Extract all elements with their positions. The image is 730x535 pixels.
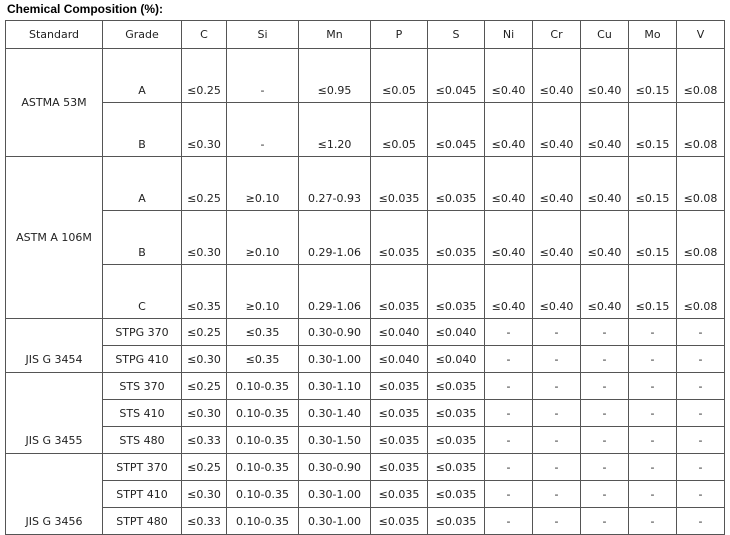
column-header: Cr	[533, 21, 581, 49]
value-cell: ≤0.40	[533, 265, 581, 319]
standard-cell: JIS G 3455	[6, 373, 103, 454]
value-cell: ≤0.25	[182, 157, 227, 211]
grade-cell: STS 410	[103, 400, 182, 427]
value-cell: ≤0.035	[371, 427, 428, 454]
column-header: Mn	[299, 21, 371, 49]
table-row	[6, 427, 725, 454]
header-row	[6, 21, 725, 49]
standard-cell: JIS G 3456	[6, 454, 103, 535]
value-cell: ≤0.40	[485, 265, 533, 319]
value-cell: -	[677, 400, 725, 427]
value-cell: -	[533, 346, 581, 373]
value-cell: ≤0.25	[182, 454, 227, 481]
value-cell: -	[533, 319, 581, 346]
grade-cell: STS 480	[103, 427, 182, 454]
column-header: Cu	[581, 21, 629, 49]
value-cell: ≤0.040	[371, 346, 428, 373]
value-cell: -	[485, 373, 533, 400]
value-cell: 0.30-1.40	[299, 400, 371, 427]
value-cell: -	[629, 427, 677, 454]
value-cell: ≤0.035	[371, 373, 428, 400]
grade-cell: C	[103, 265, 182, 319]
value-cell: 0.29-1.06	[299, 265, 371, 319]
table-row	[6, 481, 725, 508]
value-cell: ≤0.05	[371, 103, 428, 157]
value-cell: 0.10-0.35	[227, 508, 299, 535]
value-cell: ≤0.035	[428, 211, 485, 265]
value-cell: ≤0.035	[371, 508, 428, 535]
value-cell: ≤0.035	[428, 427, 485, 454]
value-cell: ≤0.30	[182, 346, 227, 373]
value-cell: -	[227, 103, 299, 157]
column-header: Si	[227, 21, 299, 49]
value-cell: ≤0.33	[182, 508, 227, 535]
column-header: Standard	[6, 21, 103, 49]
value-cell: -	[533, 427, 581, 454]
value-cell: ≤0.040	[371, 319, 428, 346]
value-cell: ≤0.08	[677, 103, 725, 157]
value-cell: -	[581, 400, 629, 427]
value-cell: ≤0.08	[677, 265, 725, 319]
value-cell: -	[485, 427, 533, 454]
value-cell: -	[485, 346, 533, 373]
value-cell: -	[677, 346, 725, 373]
value-cell: ≤0.035	[428, 373, 485, 400]
value-cell: -	[629, 454, 677, 481]
value-cell: -	[581, 346, 629, 373]
value-cell: -	[227, 49, 299, 103]
value-cell: ≤0.40	[533, 211, 581, 265]
value-cell: ≤0.05	[371, 49, 428, 103]
table-row	[6, 454, 725, 481]
value-cell: ≤0.035	[428, 508, 485, 535]
value-cell: -	[677, 508, 725, 535]
value-cell: ≤0.035	[371, 265, 428, 319]
value-cell: -	[629, 481, 677, 508]
value-cell: ≤0.08	[677, 157, 725, 211]
value-cell: -	[581, 319, 629, 346]
value-cell: 0.30-1.50	[299, 427, 371, 454]
value-cell: ≤0.15	[629, 157, 677, 211]
value-cell: -	[533, 481, 581, 508]
value-cell: ≤0.035	[371, 400, 428, 427]
value-cell: 0.30-1.00	[299, 481, 371, 508]
value-cell: ≤0.35	[227, 319, 299, 346]
table-row	[6, 508, 725, 535]
table-row	[6, 400, 725, 427]
value-cell: ≤0.15	[629, 49, 677, 103]
value-cell: ≤0.035	[428, 400, 485, 427]
value-cell: ≤0.40	[581, 157, 629, 211]
value-cell: 0.10-0.35	[227, 454, 299, 481]
value-cell: 0.30-0.90	[299, 454, 371, 481]
standard-cell: ASTM A 106M	[6, 157, 103, 319]
table-row	[6, 157, 725, 211]
value-cell: ≤0.035	[428, 481, 485, 508]
value-cell: -	[629, 346, 677, 373]
value-cell: -	[533, 454, 581, 481]
value-cell: ≤0.40	[485, 103, 533, 157]
value-cell: ≤0.035	[428, 265, 485, 319]
value-cell: ≤0.035	[371, 481, 428, 508]
grade-cell: STPG 410	[103, 346, 182, 373]
value-cell: 0.27-0.93	[299, 157, 371, 211]
value-cell: -	[533, 373, 581, 400]
grade-cell: STPG 370	[103, 319, 182, 346]
value-cell: ≤0.040	[428, 319, 485, 346]
value-cell: -	[485, 319, 533, 346]
value-cell: ≤0.040	[428, 346, 485, 373]
value-cell: -	[581, 508, 629, 535]
column-header: V	[677, 21, 725, 49]
value-cell: -	[677, 373, 725, 400]
table-row	[6, 49, 725, 103]
table-row	[6, 265, 725, 319]
value-cell: -	[629, 400, 677, 427]
value-cell: 0.30-0.90	[299, 319, 371, 346]
chemical-composition-table	[5, 20, 725, 535]
standard-cell: ASTMA 53M	[6, 49, 103, 157]
value-cell: ≤0.40	[581, 49, 629, 103]
value-cell: ≤0.35	[227, 346, 299, 373]
grade-cell: STS 370	[103, 373, 182, 400]
column-header: Grade	[103, 21, 182, 49]
value-cell: ≤0.40	[533, 49, 581, 103]
value-cell: 0.10-0.35	[227, 427, 299, 454]
value-cell: -	[581, 454, 629, 481]
value-cell: ≤0.40	[485, 157, 533, 211]
grade-cell: A	[103, 157, 182, 211]
grade-cell: B	[103, 211, 182, 265]
value-cell: ≤0.045	[428, 49, 485, 103]
value-cell: ≤1.20	[299, 103, 371, 157]
grade-cell: STPT 410	[103, 481, 182, 508]
value-cell: -	[581, 481, 629, 508]
value-cell: ≤0.035	[371, 157, 428, 211]
value-cell: ≥0.10	[227, 211, 299, 265]
value-cell: ≤0.08	[677, 211, 725, 265]
value-cell: -	[677, 454, 725, 481]
value-cell: ≥0.10	[227, 265, 299, 319]
value-cell: -	[629, 508, 677, 535]
column-header: Mo	[629, 21, 677, 49]
value-cell: ≥0.10	[227, 157, 299, 211]
value-cell: ≤0.30	[182, 103, 227, 157]
value-cell: -	[629, 319, 677, 346]
grade-cell: A	[103, 49, 182, 103]
table-row	[6, 211, 725, 265]
table-row	[6, 319, 725, 346]
value-cell: ≤0.40	[533, 157, 581, 211]
value-cell: -	[485, 508, 533, 535]
column-header: Ni	[485, 21, 533, 49]
grade-cell: STPT 480	[103, 508, 182, 535]
section-heading: Chemical Composition (%):	[7, 2, 164, 16]
value-cell: ≤0.15	[629, 265, 677, 319]
standard-cell: JIS G 3454	[6, 319, 103, 373]
value-cell: ≤0.035	[371, 211, 428, 265]
value-cell: ≤0.035	[428, 157, 485, 211]
value-cell: ≤0.30	[182, 400, 227, 427]
column-header: P	[371, 21, 428, 49]
grade-cell: B	[103, 103, 182, 157]
value-cell: -	[677, 319, 725, 346]
value-cell: ≤0.25	[182, 49, 227, 103]
value-cell: ≤0.40	[533, 103, 581, 157]
value-cell: ≤0.40	[581, 103, 629, 157]
value-cell: ≤0.08	[677, 49, 725, 103]
value-cell: ≤0.40	[485, 49, 533, 103]
value-cell: 0.30-1.00	[299, 346, 371, 373]
table-row	[6, 373, 725, 400]
value-cell: ≤0.15	[629, 103, 677, 157]
grade-cell: STPT 370	[103, 454, 182, 481]
column-header: C	[182, 21, 227, 49]
value-cell: 0.10-0.35	[227, 481, 299, 508]
value-cell: 0.30-1.10	[299, 373, 371, 400]
value-cell: ≤0.95	[299, 49, 371, 103]
value-cell: ≤0.035	[371, 454, 428, 481]
value-cell: 0.10-0.35	[227, 400, 299, 427]
table-row	[6, 103, 725, 157]
value-cell: -	[533, 400, 581, 427]
value-cell: ≤0.35	[182, 265, 227, 319]
value-cell: ≤0.25	[182, 319, 227, 346]
value-cell: -	[581, 427, 629, 454]
value-cell: ≤0.40	[581, 265, 629, 319]
value-cell: -	[485, 400, 533, 427]
value-cell: -	[629, 373, 677, 400]
value-cell: -	[485, 481, 533, 508]
value-cell: 0.29-1.06	[299, 211, 371, 265]
value-cell: ≤0.40	[581, 211, 629, 265]
value-cell: ≤0.30	[182, 481, 227, 508]
table-row	[6, 346, 725, 373]
value-cell: ≤0.40	[485, 211, 533, 265]
value-cell: ≤0.15	[629, 211, 677, 265]
value-cell: ≤0.33	[182, 427, 227, 454]
column-header: S	[428, 21, 485, 49]
value-cell: ≤0.045	[428, 103, 485, 157]
value-cell: -	[485, 454, 533, 481]
value-cell: -	[677, 481, 725, 508]
value-cell: -	[533, 508, 581, 535]
value-cell: ≤0.25	[182, 373, 227, 400]
value-cell: ≤0.035	[428, 454, 485, 481]
value-cell: 0.30-1.00	[299, 508, 371, 535]
value-cell: 0.10-0.35	[227, 373, 299, 400]
value-cell: -	[677, 427, 725, 454]
value-cell: -	[581, 373, 629, 400]
value-cell: ≤0.30	[182, 211, 227, 265]
